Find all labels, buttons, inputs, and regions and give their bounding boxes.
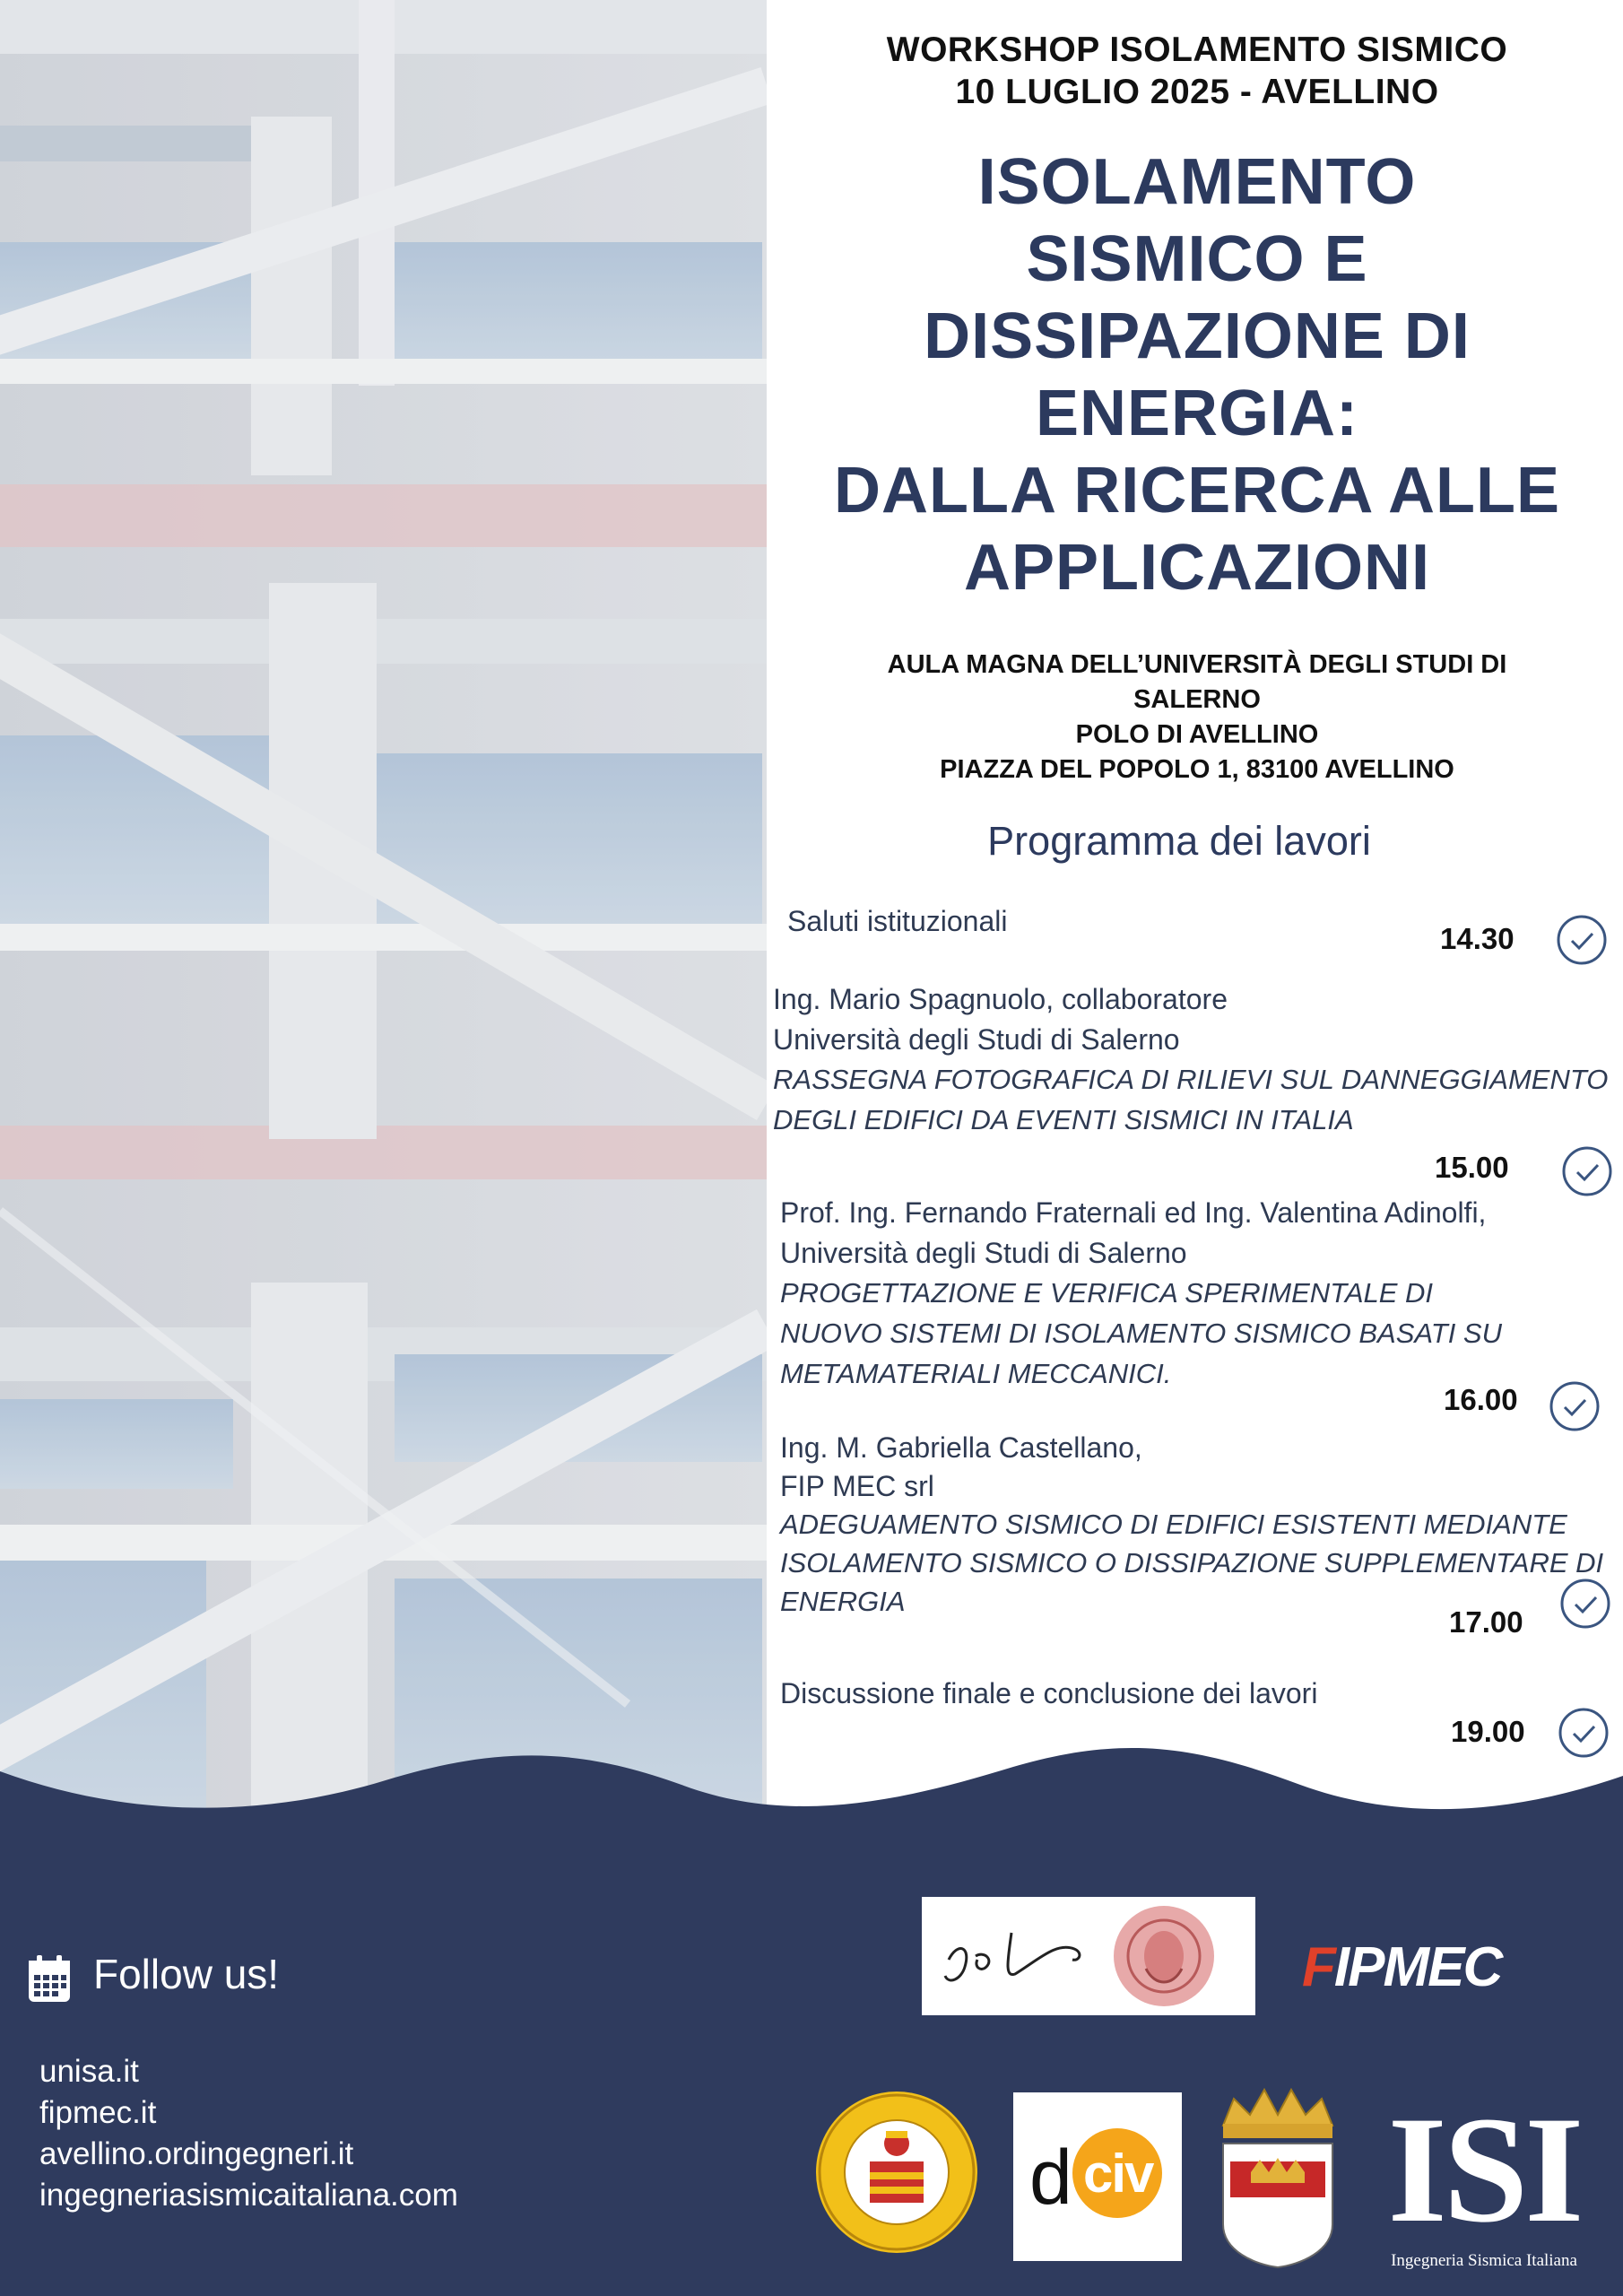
- talk-title: ADEGUAMENTO SISMICO DI EDIFICI ESISTENTI MEDIANTE: [780, 1509, 1567, 1540]
- venue-line: AULA MAGNA DELL’UNIVERSITÀ DEGLI STUDI DI: [887, 650, 1507, 679]
- venue-line: SALERNO: [1133, 685, 1261, 714]
- program-item-text: Saluti istituzionali: [787, 905, 1008, 937]
- isi-logo: ISI Ingegneria Sismica Italiana: [1387, 2085, 1581, 2270]
- event-header: [771, 29, 1623, 113]
- talk-title: ISOLAMENTO SISMICO O DISSIPAZIONE SUPPLEMENTARE DI: [780, 1547, 1604, 1578]
- talk-title: METAMATERIALI MECCANICI.: [780, 1358, 1172, 1389]
- title-line: DISSIPAZIONE DI: [924, 300, 1471, 372]
- venue-line: POLO DI AVELLINO: [1075, 720, 1319, 749]
- speaker-affiliation: FIP MEC srl: [780, 1470, 934, 1502]
- speaker-name: Prof. Ing. Fernando Fraternali ed Ing. Valentina Adinolfi,: [780, 1196, 1487, 1229]
- avellino-crest-logo: [1211, 2072, 1345, 2269]
- website-link[interactable]: unisa.it: [39, 2054, 139, 2089]
- event-header-line: WORKSHOP ISOLAMENTO SISMICO: [886, 30, 1508, 69]
- program-time: 19.00: [1451, 1715, 1525, 1748]
- title-line: DALLA RICERCA ALLE: [834, 455, 1560, 526]
- talk-title: PROGETTAZIONE E VERIFICA SPERIMENTALE DI: [780, 1277, 1434, 1309]
- speaker-affiliation: Università degli Studi di Salerno: [780, 1237, 1187, 1269]
- program-item-text: Discussione finale e conclusione dei lavori: [780, 1677, 1318, 1709]
- check-circle-icon: [1548, 1379, 1601, 1433]
- venue-line: PIAZZA DEL POPOLO 1, 83100 AVELLINO: [940, 755, 1454, 784]
- leonardo-logo: [922, 1897, 1255, 2015]
- follow-us-label: Follow us!: [93, 1951, 280, 1997]
- website-link[interactable]: avellino.ordingegneri.it: [39, 2136, 354, 2171]
- talk-title: DEGLI EDIFICI DA EVENTI SISMICI IN ITALIA: [773, 1104, 1354, 1135]
- speaker-name: Ing. M. Gabriella Castellano,: [780, 1431, 1142, 1464]
- check-circle-icon: [1560, 1144, 1614, 1198]
- calendar-icon: [27, 1953, 72, 2004]
- building-photo: [0, 0, 767, 1830]
- event-date-line: 10 LUGLIO 2025 - AVELLINO: [955, 73, 1439, 111]
- website-link[interactable]: fipmec.it: [39, 2095, 157, 2130]
- check-circle-icon: [1558, 1577, 1612, 1631]
- venue: [771, 648, 1623, 787]
- program-time: 17.00: [1449, 1605, 1523, 1639]
- speaker-name: Ing. Mario Spagnuolo, collaboratore: [773, 983, 1228, 1015]
- title-line: APPLICAZIONI: [963, 532, 1430, 604]
- speaker-affiliation: Università degli Studi di Salerno: [773, 1023, 1180, 1056]
- program-time: 14.30: [1440, 922, 1515, 955]
- title-line: SISMICO E: [1026, 223, 1368, 295]
- program-heading: Programma dei lavori: [987, 818, 1371, 864]
- talk-title: RASSEGNA FOTOGRAFICA DI RILIEVI SUL DANNEGGIAMENTO: [773, 1064, 1609, 1095]
- title-line: ENERGIA:: [1035, 378, 1359, 449]
- main-title: [771, 144, 1623, 606]
- fipmec-logo: FIPMEC: [1302, 1936, 1502, 1998]
- talk-title: ENERGIA: [780, 1586, 906, 1617]
- talk-title: NUOVO SISTEMI DI ISOLAMENTO SISMICO BASATI SU: [780, 1318, 1502, 1349]
- diciv-logo: d civ: [1013, 2092, 1182, 2261]
- title-line: ISOLAMENTO: [977, 146, 1417, 218]
- program-time: 15.00: [1435, 1151, 1509, 1184]
- website-link[interactable]: ingegneriasismicaitaliana.com: [39, 2178, 458, 2213]
- unisa-seal-logo: [814, 2090, 979, 2255]
- check-circle-icon: [1555, 913, 1609, 967]
- program-time: 16.00: [1444, 1383, 1518, 1416]
